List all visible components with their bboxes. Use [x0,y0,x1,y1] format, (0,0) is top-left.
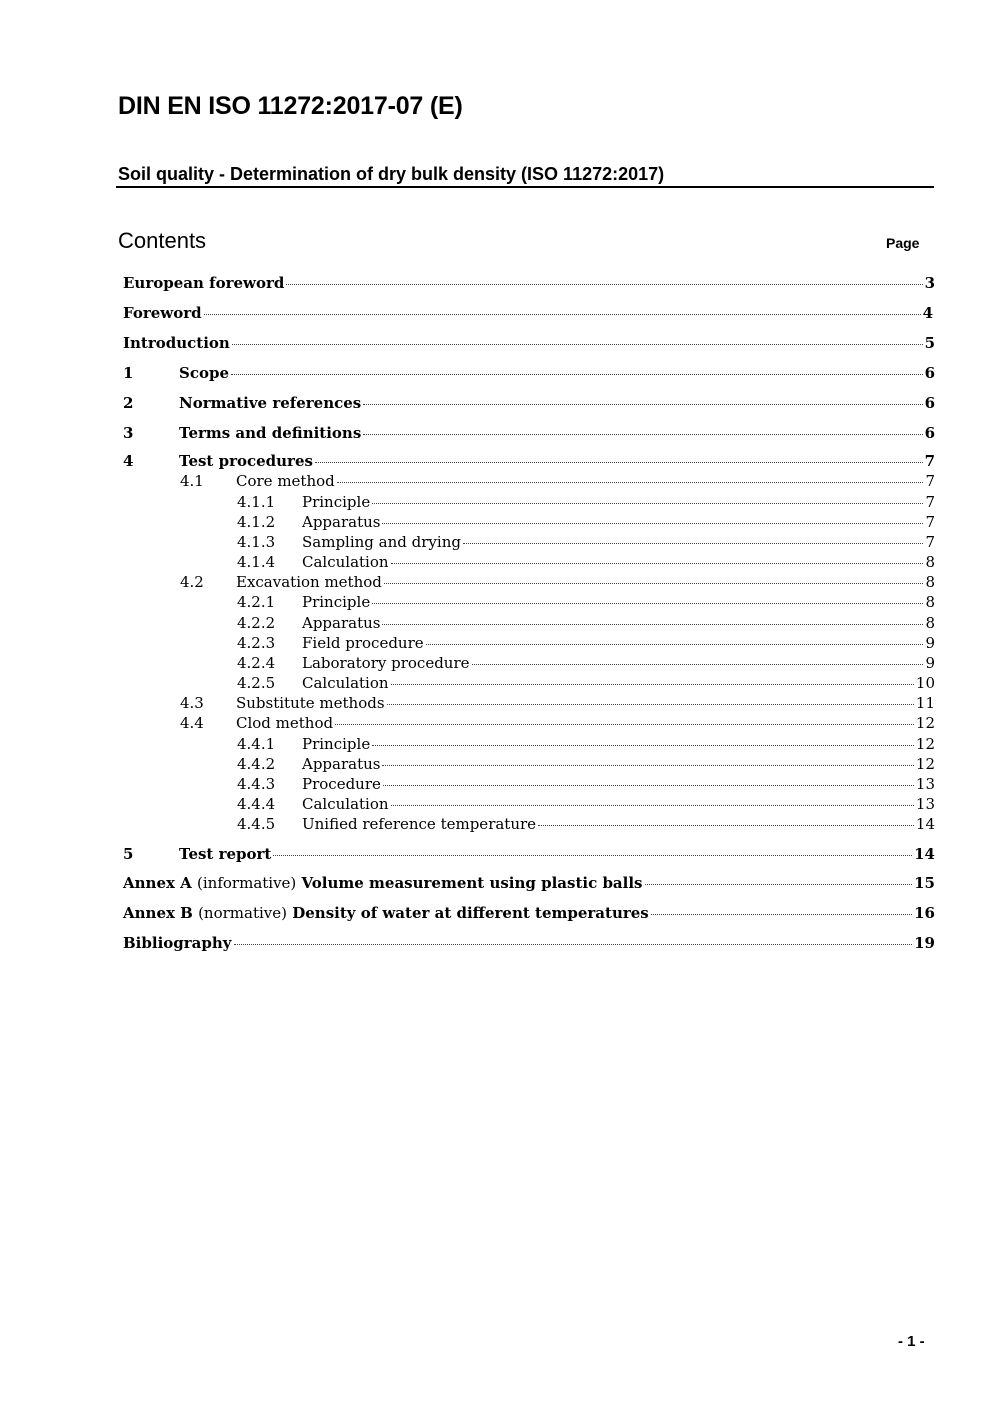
toc-entry-number: 4.1.3 [237,533,276,551]
toc-entry-label: Procedure [302,775,381,793]
toc-entry-number: 4.2.3 [237,634,276,652]
toc-entry-page: 13 [915,795,935,813]
toc-entry-label: Clod method [236,714,334,732]
toc-entry-label: Apparatus [302,755,381,773]
toc-leader [286,284,922,285]
toc-entry-label: Scope [179,364,230,382]
annex-qualifier: (informative) [197,874,297,892]
toc-entry-page: 6 [924,394,935,412]
toc-entry-4-3[interactable] [180,694,935,714]
toc-entry-number: 4.1 [180,472,204,490]
toc-entry-page: 11 [915,694,935,712]
toc-leader [372,503,923,504]
toc-entry-label: Normative references [179,394,362,412]
toc-entry-4-4-1[interactable] [237,735,935,755]
annex-title: Volume measurement using plastic balls [301,874,643,892]
toc-entry-label: Unified reference temperature [302,815,537,833]
toc-leader [335,724,914,725]
toc-leader [273,855,912,856]
toc-entry-page: 7 [925,533,935,551]
toc-leader [391,805,914,806]
toc-entry-foreword[interactable] [123,304,933,324]
toc-entry-number: 4.2.5 [237,674,276,692]
annex-prefix: Annex A [123,874,192,892]
toc-leader [372,745,914,746]
toc-leader [232,344,923,345]
toc-entry-number: 4.1.1 [237,493,276,511]
toc-entry-number: 4.1.4 [237,553,276,571]
toc-entry-number: 1 [123,364,134,382]
toc-entry-4-1[interactable] [180,472,935,492]
toc-entry-page: 9 [925,654,935,672]
toc-leader [372,603,923,604]
toc-entry-clause-1[interactable] [123,364,935,384]
toc-entry-page: 8 [925,614,935,632]
toc-entry-page: 7 [925,513,935,531]
toc-entry-4-4-3[interactable] [237,775,935,795]
toc-entry-label: Principle [302,493,371,511]
toc-entry-label: Core method [236,472,335,490]
toc-entry-page: 4 [922,304,933,322]
toc-leader [651,914,912,915]
contents-heading: Contents [118,228,207,253]
toc-entry-label: Sampling and drying [302,533,461,551]
toc-entry-4-2-2[interactable] [237,614,935,634]
toc-entry-number: 4.4.2 [237,755,276,773]
toc-leader [391,684,914,685]
toc-entry-page: 7 [925,493,935,511]
toc-entry-4-2-3[interactable] [237,634,935,654]
toc-entry-label: European foreword [123,274,285,292]
toc-entry-number: 4.2.4 [237,654,276,672]
toc-leader [363,404,922,405]
toc-leader [315,462,923,463]
toc-leader [463,543,924,544]
toc-entry-label: Apparatus [302,513,381,531]
toc-entry-bibliography[interactable] [123,934,935,954]
toc-entry-label: Calculation [302,674,389,692]
toc-leader [382,624,923,625]
toc-entry-page: 16 [914,904,935,922]
toc-entry-page: 3 [924,274,935,292]
toc-entry-page: 12 [915,714,935,732]
toc-entry-number: 4.4.3 [237,775,276,793]
toc-entry-page: 8 [925,573,935,591]
toc-entry-page: 19 [914,934,935,952]
toc-entry-label: Laboratory procedure [302,654,470,672]
toc-entry-page: 14 [914,845,935,863]
annex-title: Density of water at different temperatures [292,904,649,922]
toc-entry-clause-2[interactable] [123,394,935,414]
toc-leader [337,482,924,483]
toc-entry-label: Terms and definitions [179,424,362,442]
toc-leader [204,314,921,315]
toc-entry-number: 4 [123,452,134,470]
toc-entry-page: 5 [924,334,935,352]
toc-leader [234,944,913,945]
toc-leader [363,434,922,435]
toc-entry-label: Test report [179,845,272,863]
toc-entry-page: 9 [925,634,935,652]
toc-entry-clause-4[interactable] [123,452,935,472]
toc-entry-label: Field procedure [302,634,424,652]
toc-entry-number: 2 [123,394,134,412]
toc-leader [538,825,914,826]
toc-leader [472,664,924,665]
toc-entry-label: Introduction [123,334,230,352]
toc-entry-number: 3 [123,424,134,442]
page-column-heading: Page [886,235,920,251]
annex-prefix: Annex B [123,904,193,922]
toc-entry-4-4[interactable] [180,714,935,734]
annex-qualifier: (normative) [198,904,287,922]
toc-entry-page: 6 [924,364,935,382]
toc-entry-label: Test procedures [179,452,313,470]
toc-entry-4-1-1[interactable] [237,493,935,513]
toc-entry-page: 7 [924,452,935,470]
toc-entry-european-foreword[interactable] [123,274,935,294]
toc-entry-4-4-5[interactable] [237,815,935,835]
toc-leader [645,884,913,885]
toc-entry-page: 7 [925,472,935,490]
toc-entry-number: 5 [123,845,134,863]
toc-entry-number: 4.2 [180,573,204,591]
document-title: DIN EN ISO 11272:2017-07 (E) [118,92,463,120]
toc-entry-4-2-1[interactable] [237,593,935,613]
toc-entry-page: 13 [915,775,935,793]
toc-entry-4-2-5[interactable] [237,674,935,694]
toc-entry-number: 4.4.4 [237,795,276,813]
toc-entry-page: 10 [915,674,935,692]
toc-entry-number: 4.2.1 [237,593,276,611]
toc-entry-page: 12 [915,755,935,773]
page-number: - 1 - [898,1333,925,1350]
toc-entry-label: Apparatus [302,614,381,632]
toc-entry-label: Calculation [302,795,389,813]
toc-leader [391,563,924,564]
toc-entry-label: Foreword [123,304,202,322]
toc-leader [382,765,913,766]
toc-entry-page: 12 [915,735,935,753]
toc-leader [426,644,924,645]
toc-entry-clause-5[interactable] [123,845,935,865]
toc-entry-clause-3[interactable] [123,424,935,444]
toc-entry-number: 4.1.2 [237,513,276,531]
toc-entry-page: 14 [915,815,935,833]
toc-entry-label: Bibliography [123,934,232,952]
toc-entry-page: 8 [925,593,935,611]
toc-leader [383,785,914,786]
document-subtitle: Soil quality - Determination of dry bulk density (ISO 11272:2017) [118,164,665,184]
toc-leader [231,374,923,375]
toc-entry-4-1-3[interactable] [237,533,935,553]
toc-entry-label: Principle [302,735,371,753]
toc-entry-introduction[interactable] [123,334,935,354]
toc-entry-label [123,904,649,922]
toc-entry-number: 4.2.2 [237,614,276,632]
toc-entry-page: 8 [925,553,935,571]
toc-entry-annex-a[interactable] [123,874,935,894]
toc-entry-4-2[interactable] [180,573,935,593]
toc-entry-4-1-4[interactable] [237,553,935,573]
toc-entry-label: Calculation [302,553,389,571]
toc-leader [384,583,924,584]
toc-entry-label [123,874,643,892]
toc-entry-label: Substitute methods [236,694,385,712]
toc-entry-number: 4.4.1 [237,735,276,753]
toc-entry-4-2-4[interactable] [237,654,935,674]
toc-leader [382,523,923,524]
toc-entry-number: 4.4.5 [237,815,276,833]
toc-entry-4-1-2[interactable] [237,513,935,533]
toc-entry-label: Principle [302,593,371,611]
toc-entry-number: 4.3 [180,694,204,712]
toc-entry-number: 4.4 [180,714,204,732]
toc-entry-page: 6 [924,424,935,442]
toc-entry-annex-b[interactable] [123,904,935,924]
toc-entry-4-4-4[interactable] [237,795,935,815]
toc-entry-4-4-2[interactable] [237,755,935,775]
toc-entry-label: Excavation method [236,573,382,591]
toc-leader [387,704,914,705]
toc-entry-page: 15 [914,874,935,892]
